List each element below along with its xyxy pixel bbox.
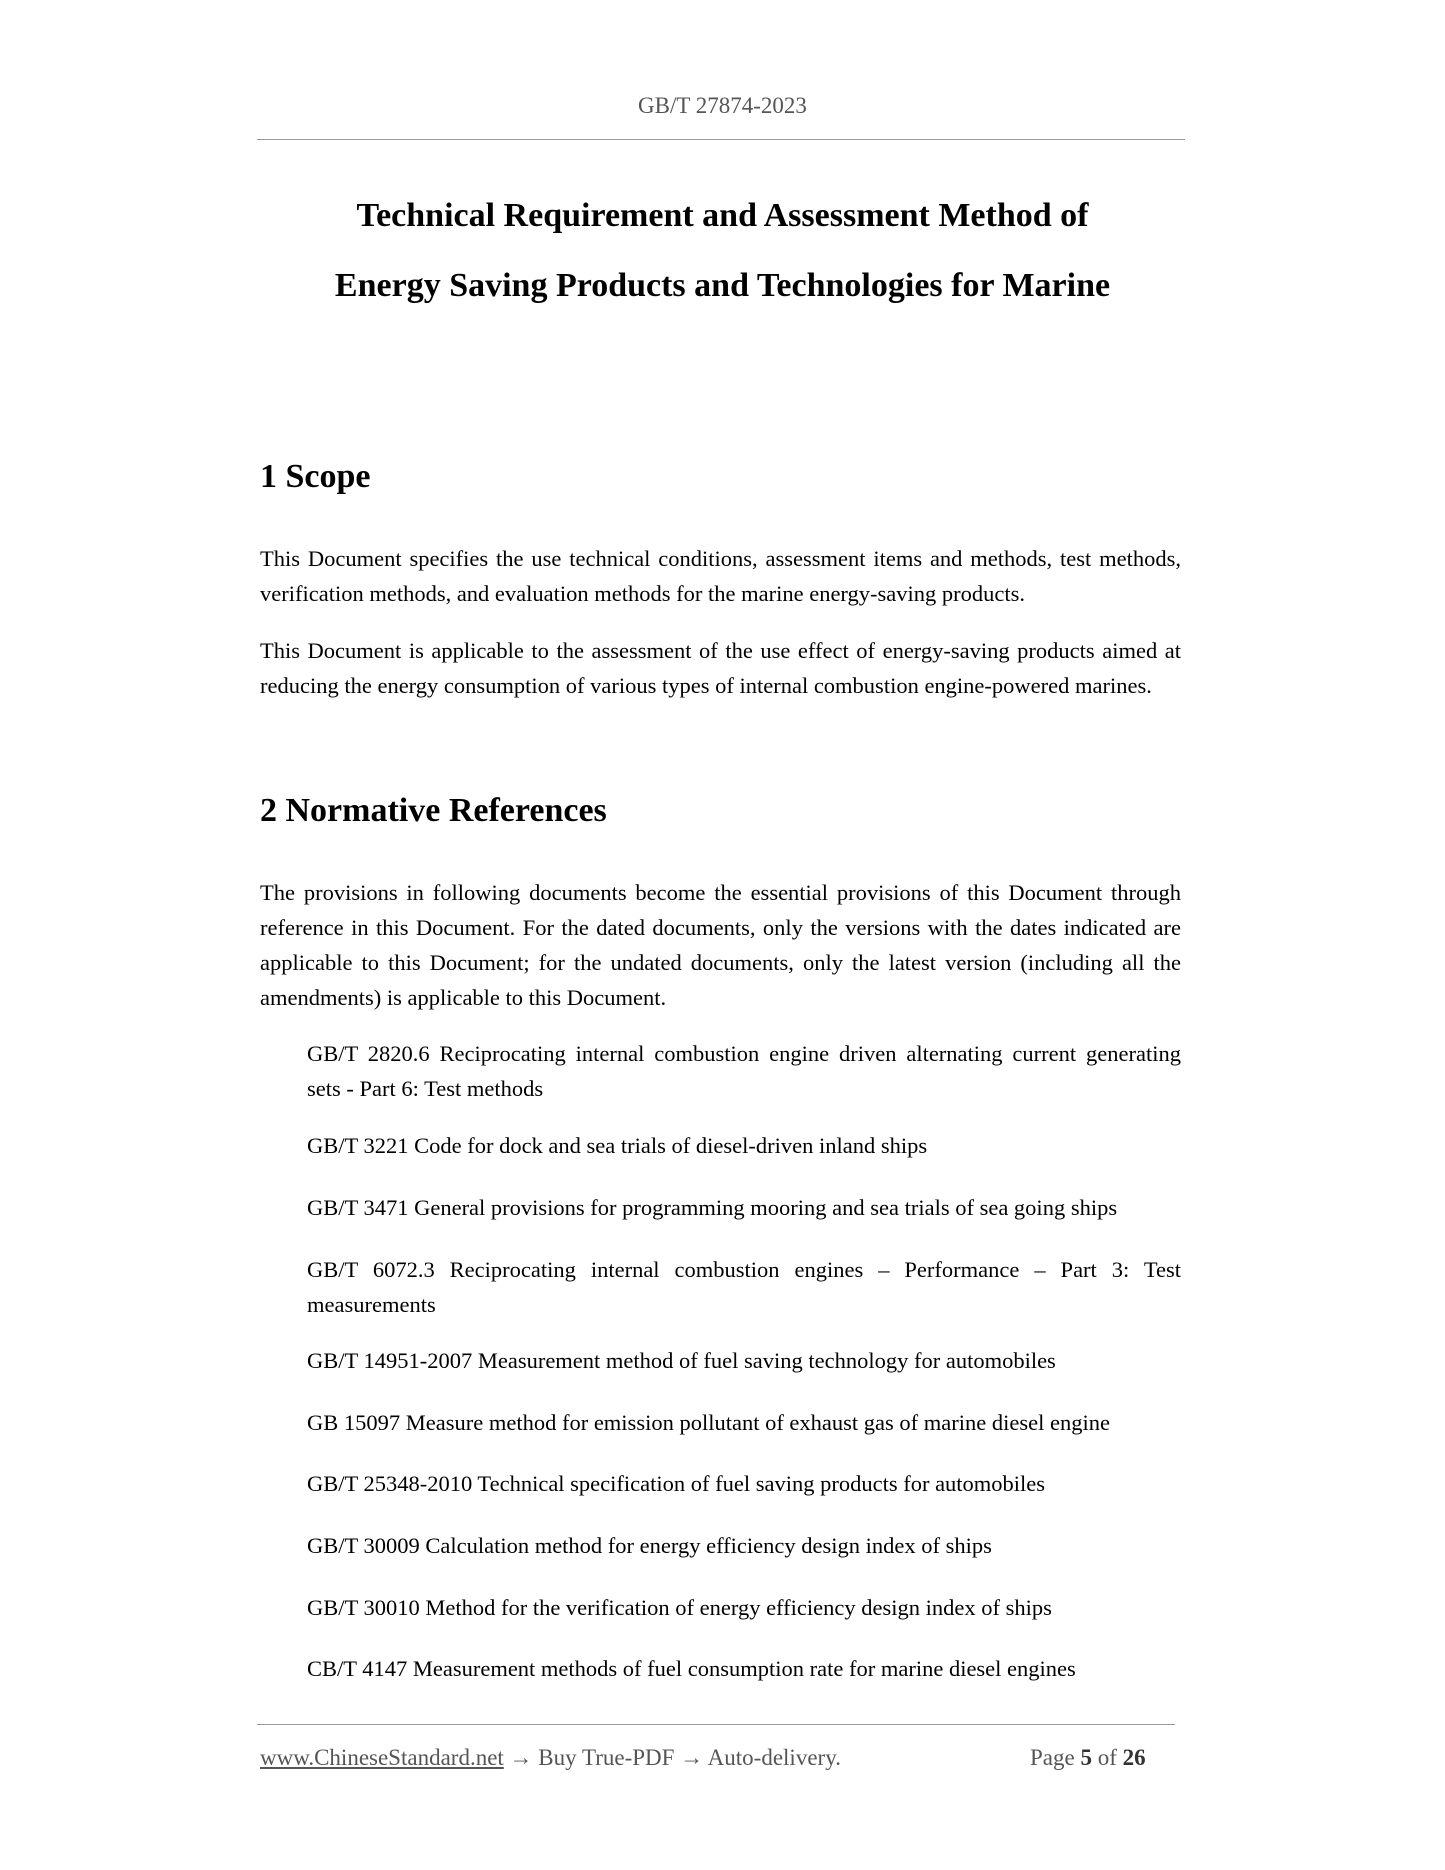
footer-divider: [257, 1724, 1175, 1725]
scope-paragraph-2: This Document is applicable to the assessment of the use effect of energy-saving products aimed at reducing the energy consumption of various types of internal combustion engine-powered marines.: [260, 638, 1181, 698]
footer-buy-text: Buy True-PDF: [538, 1745, 675, 1770]
document-title-line-2: Energy Saving Products and Technologies for Marine: [334, 267, 1111, 304]
scope-paragraph-1: This Document specifies the use technical conditions, assessment items and methods, test methods, verification methods, and evaluation methods for the marine energy-saving products.: [260, 546, 1181, 606]
page-number: [1030, 1745, 1146, 1771]
reference-item: GB/T 25348-2010 Technical specification of fuel saving products for automobiles: [307, 1471, 1046, 1496]
reference-item: CB/T 4147 Measurement methods of fuel consumption rate for marine diesel engines: [307, 1656, 1076, 1681]
reference-item: GB/T 3471 General provisions for programming mooring and sea trials of sea going ships: [307, 1195, 1118, 1220]
footer-promo: [260, 1745, 841, 1771]
arrow-right-icon: →: [509, 1745, 533, 1770]
section-heading-scope: 1 Scope: [260, 458, 371, 495]
normative-references-paragraph: The provisions in following documents become the essential provisions of this Document through reference in this Document. For the dated documents, only the versions with the dates indicated are applicable to this Document; for the undated documents, only the latest version (including all the amendments) is applicable to this Document.: [260, 880, 1181, 1010]
document-title-line-1: Technical Requirement and Assessment Method of: [356, 197, 1089, 234]
page-label: Page: [1030, 1745, 1075, 1770]
reference-item: GB/T 2820.6 Reciprocating internal combustion engine driven alternating current generating sets - Part 6: Test methods: [307, 1041, 1181, 1101]
running-header-doc-code: GB/T 27874-2023: [638, 93, 807, 118]
reference-item: GB/T 3221 Code for dock and sea trials of diesel-driven inland ships: [307, 1133, 928, 1158]
header-divider: [257, 139, 1185, 140]
reference-item: GB/T 14951-2007 Measurement method of fuel saving technology for automobiles: [307, 1348, 1056, 1373]
reference-item: GB/T 30010 Method for the verification of energy efficiency design index of ships: [307, 1595, 1052, 1620]
section-heading-normative-references: 2 Normative References: [260, 792, 607, 829]
reference-item: GB/T 30009 Calculation method for energy efficiency design index of ships: [307, 1533, 992, 1558]
page-current: 5: [1080, 1745, 1092, 1770]
reference-item: GB/T 6072.3 Reciprocating internal combustion engines – Performance – Part 3: Test measurements: [307, 1257, 1181, 1317]
page-of-label: of: [1097, 1745, 1117, 1770]
page-total: 26: [1122, 1745, 1146, 1770]
arrow-right-icon: →: [680, 1745, 704, 1770]
reference-item: GB 15097 Measure method for emission pollutant of exhaust gas of marine diesel engine: [307, 1410, 1110, 1435]
footer-site-link[interactable]: www.ChineseStandard.net: [260, 1745, 504, 1770]
footer-delivery-text: Auto-delivery.: [707, 1745, 841, 1770]
